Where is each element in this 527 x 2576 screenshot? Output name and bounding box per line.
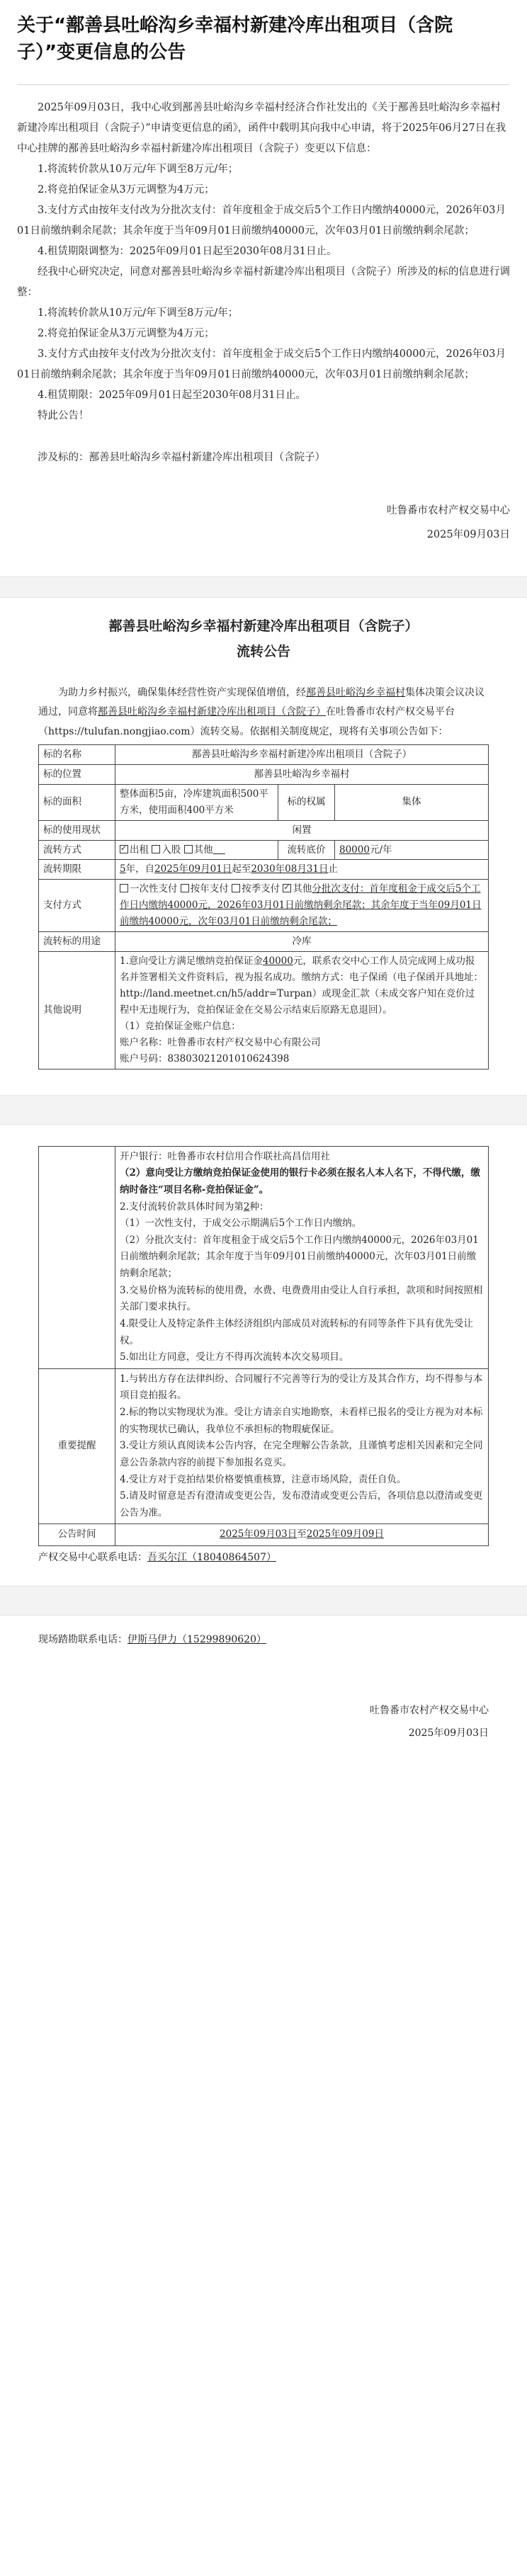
other-item	[120, 953, 484, 1019]
page-separator	[0, 1586, 527, 1616]
method-option: 出租	[130, 844, 149, 856]
section-separator	[0, 577, 527, 598]
notice-paragraph: 2025年09月03日，我中心收到鄯善县吐峪沟乡幸福村经济合作社发出的《关于鄯善县吐峪沟乡幸福村新建冷库出租项目（含院子）”申请变更信息的函》，函件中载明其向我中心申请，将于2025年06月27日在我中心挂牌的鄯善县吐峪沟乡幸福村新建冷库出租项目（含院子）变更以下信息：	[17, 102, 506, 155]
pay-option: 按年支付	[190, 883, 229, 895]
area-label: 标的面积	[39, 784, 115, 820]
other-item-3: 3.交易价格为流转标的使用费，水费、电费费用由受让人自行承担，款项和时间按照相关部门要求执行。	[120, 1284, 483, 1313]
pay-label: 支付方式	[39, 880, 115, 932]
pay-option-2: （2）分批次支付：首年度租金于成交后5个工作日内缴纳40000元，2026年03月01日前缴纳剩余尾款；其余年度于当年09月01日前缴纳40000元，次年03月01日前缴纳剩余尾款；	[120, 1234, 479, 1280]
checkbox-icon	[120, 845, 128, 853]
method-option: 入股	[162, 844, 181, 856]
checkbox-icon	[181, 884, 189, 892]
table-row	[39, 1368, 489, 1524]
time-start: 2025年09月03日	[220, 1528, 298, 1541]
contact-name: 吾买尔江	[147, 1552, 187, 1564]
term-text: 年，自	[125, 863, 155, 875]
term-value	[115, 860, 489, 880]
info-table	[38, 744, 489, 1069]
notice-paragraph: 经我中心研究决定，同意对鄯善县吐峪沟乡幸福村新建冷库出租项目（含院子）所涉及的标的信息进行调整：	[17, 266, 510, 299]
contact-name: 伊斯马伊力	[128, 1634, 177, 1646]
other-item: 账户名称：吐鲁番市农村产权交易中心有限公司	[120, 1036, 321, 1048]
contact-prefix: 产权交易中心联系电话：	[38, 1552, 147, 1564]
rights-value: 集体	[335, 784, 489, 820]
contact-center	[38, 1548, 489, 1567]
contact-site	[38, 1630, 489, 1650]
table-row	[39, 764, 489, 784]
time-value	[115, 1524, 489, 1546]
table-row	[39, 1146, 489, 1368]
intro-text: 集体决策会议决议通过，同意将	[38, 686, 484, 718]
transfer-date: 2025年09月03日	[408, 1727, 489, 1740]
location-label: 标的位置	[39, 764, 115, 784]
method-options	[115, 840, 278, 860]
other-text: 元，联系农交中心工作人员完成网上成功报名并签署相关文件资料后，视为报名成功。缴纳方式：电子保函（电子保函开具地址：http://land.meetnet.cn/h5/addr=Turpan）或现金汇款（未成交客户知在竞价过程中无违规行为，竞拍保证金在交易公示结束后原路无息退回）。	[120, 955, 483, 1016]
intro-text: 在吐鲁番市农村产权交易平台（https://tulufan.nongjiao.com）流转交易。依据相关制度规定，现将有关事项公告如下：	[38, 706, 455, 737]
rights-label: 标的权属	[278, 784, 335, 820]
notice-paragraph: 3.支付方式由按年支付改为分批次支付：首年度租金于成交后5个工作日内缴纳40000元，2026年03月01日前缴纳剩余尾款；其余年度于当年09月01日前缴纳40000元，次年03月01日前缴纳剩余尾款；	[17, 348, 506, 381]
status-label: 标的使用现状	[39, 820, 115, 840]
reminder-item: 2.标的物以实物现状为准。受让方请亲自实地勘察，未看样已报名的受让方视为对本标的实物现状已确认，我单位不承担标的物瑕疵保证。	[120, 1407, 483, 1435]
other-item: 账户号码：83803021201010624398	[120, 1052, 290, 1065]
notice-paragraph: 1.将流转价款从10万元/年下调至8万元/年；	[38, 307, 239, 319]
intro-text: 为助力乡村振兴，确保集体经营性资产实现保值增值，经	[58, 686, 306, 698]
transfer-document	[17, 598, 510, 1744]
table-row	[39, 1524, 489, 1546]
checkbox-icon	[120, 884, 128, 892]
reminder-item: 1.与转出方存在法律纠纷、合同履行不完善等行为的受让方及其合作方，均不得参与本项目竞拍报名。	[120, 1373, 483, 1402]
table-row	[39, 880, 489, 932]
price-value: 80000	[339, 844, 370, 856]
checkbox-icon	[232, 884, 240, 892]
transfer-title-line2: 流转公告	[236, 643, 290, 659]
price-cell	[335, 840, 489, 860]
pay-time-text: 2.支付流转价款具体时间为第	[120, 1201, 244, 1213]
time-mid: 至	[297, 1528, 307, 1541]
other-value-cont	[115, 1146, 489, 1368]
intro-underline: 鄯善县吐峪沟乡幸福村	[306, 686, 405, 698]
time-end: 2025年09月09日	[306, 1528, 384, 1541]
contact-prefix: 现场踏勘联系电话：	[38, 1634, 128, 1646]
notice-paragraph: 特此公告！	[38, 410, 89, 422]
reminder-item: 4.受让方对于竞拍结果价格要慎重核算，注意市场风险，责任自负。	[120, 1473, 407, 1485]
method-label: 流转方式	[39, 840, 115, 860]
pay-option: 按季支付	[242, 883, 280, 895]
table-row	[39, 784, 489, 820]
term-text: 止	[328, 863, 339, 875]
notice-org: 吐鲁番市农村产权交易中心	[387, 505, 510, 517]
reminder-label: 重要提醒	[39, 1368, 115, 1524]
checkbox-icon	[152, 845, 160, 853]
bank-line: 开户银行：吐鲁番市农村信用合作联社高昌信用社	[120, 1150, 330, 1162]
table-row	[39, 860, 489, 880]
table-row	[39, 932, 489, 952]
pay-value	[115, 880, 489, 932]
table-row	[39, 744, 489, 764]
pay-option-1: （1）一次性支付，于成交公示期满后5个工作日内缴纳。	[120, 1218, 362, 1230]
transfer-title-line1: 鄯善县吐峪沟乡幸福村新建冷库出租项目（含院子）	[108, 618, 419, 635]
other-value	[115, 952, 489, 1069]
notice-paragraph: 4.租赁期限：2025年09月01日起至2030年08月31日止。	[38, 390, 306, 402]
notice-body	[17, 98, 510, 468]
name-value: 鄯善县吐峪沟乡幸福村新建冷库出租项目（含院子）	[115, 744, 489, 764]
term-label: 流转期限	[39, 860, 115, 880]
notice-date: 2025年09月03日	[426, 528, 510, 540]
other-item-4: 4.限受让人及特定条件主体经济组织内部成员对流转标的有同等条件下具有优先受让权。	[120, 1317, 473, 1346]
name-label: 标的名称	[39, 744, 115, 764]
other-item-5: 5.如出让方同意，受让方不得再次流转本次交易项目。	[120, 1351, 349, 1363]
reminder-value	[115, 1368, 489, 1524]
pay-time-text: 种：	[249, 1201, 269, 1213]
reminder-item: 3.受让方须认真阅读本公告内容，在完全理解公告条款，且谨慎考虑相关因素和完全同意公告条款内容的前提下参加报名竞买。	[120, 1440, 483, 1468]
status-value: 闲置	[115, 820, 489, 840]
term-text: 起至	[232, 863, 251, 875]
pay-option: 一次性支付	[130, 883, 178, 895]
transfer-org: 吐鲁番市农村产权交易中心	[370, 1705, 489, 1717]
intro-underline: 鄯善县吐峪沟乡幸福村新建冷库出租项目（含院子）	[98, 706, 326, 718]
other-text: 1.意向受让方满足缴纳竞拍保证金	[120, 955, 263, 968]
other-label-cont	[39, 1146, 115, 1368]
table-row	[39, 952, 489, 1069]
notice-paragraph: 2.将竞拍保证金从3万元调整为4万元；	[38, 328, 215, 340]
price-label: 流转底价	[278, 840, 335, 860]
method-option: 其他	[193, 844, 213, 856]
info-table-continued	[38, 1146, 489, 1546]
checkbox-icon	[184, 845, 193, 853]
transfer-intro	[38, 683, 489, 742]
pay-detail: 分批次支付：首年度租金于成交后5个工作日内缴纳40000元，2026年03月01日前缴纳剩余尾款；其余年度于当年09月01日前缴纳40000元，次年03月01日前缴纳剩余尾款；	[120, 883, 482, 928]
deposit-rule: （2）意向受让方缴纳竞拍保证金使用的银行卡必须在报名人本人名下，不得代缴，缴纳时备注“项目名称-竞拍保证金”。	[120, 1167, 480, 1196]
term-start: 2025年09月01日	[154, 863, 232, 875]
table-row	[39, 840, 489, 860]
location-value: 鄯善县吐峪沟乡幸福村	[115, 764, 489, 784]
time-label: 公告时间	[39, 1524, 115, 1546]
reminder-item: 5.请及时留意是否有澄清或变更公告，发布澄清或变更公告后，各项信息以澄清或变更公告为准。	[120, 1490, 483, 1519]
notice-subject: 涉及标的：鄯善县吐峪沟乡幸福村新建冷库出租项目（含院子）	[38, 452, 325, 464]
page-separator	[0, 1095, 527, 1125]
contact-phone: （18040864507）	[187, 1552, 276, 1564]
price-unit: 元/年	[369, 844, 392, 856]
term-years: 5	[120, 863, 126, 875]
contact-phone: （15299890620）	[177, 1634, 266, 1646]
use-label: 流转标的用途	[39, 932, 115, 952]
notice-title: 关于“鄯善县吐峪沟乡幸福村新建冷库出租项目（含院子）”变更信息的公告	[17, 15, 453, 63]
term-end: 2030年08月31日	[251, 863, 329, 875]
pay-option: 其他	[293, 883, 312, 895]
other-label: 其他说明	[39, 952, 115, 1069]
notice-paragraph: 2.将竞拍保证金从3万元调整为4万元；	[38, 184, 215, 196]
title-divider	[17, 84, 510, 85]
pay-time-count: 2	[243, 1201, 250, 1213]
area-value: 整体面积5亩，冷库建筑面积500平方米，使用面积400平方米	[115, 784, 278, 820]
notice-paragraph: 1.将流转价款从10万元/年下调至8万元/年；	[38, 164, 239, 176]
table-row	[39, 820, 489, 840]
other-item: （1）竞拍保证金账户信息：	[120, 1020, 241, 1032]
other-deposit: 40000	[262, 955, 293, 968]
checkbox-icon	[283, 884, 291, 892]
notice-paragraph: 3.支付方式由按年支付改为分批次支付：首年度租金于成交后5个工作日内缴纳40000元，2026年03月01日前缴纳剩余尾款；其余年度于当年09月01日前缴纳40000元，次年03月01日前缴纳剩余尾款；	[17, 205, 506, 237]
use-value: 冷库	[115, 932, 489, 952]
notice-paragraph: 4.租赁期限调整为：2025年09月01日起至2030年08月31日止。	[38, 246, 337, 258]
pay-time-line	[120, 1199, 484, 1216]
